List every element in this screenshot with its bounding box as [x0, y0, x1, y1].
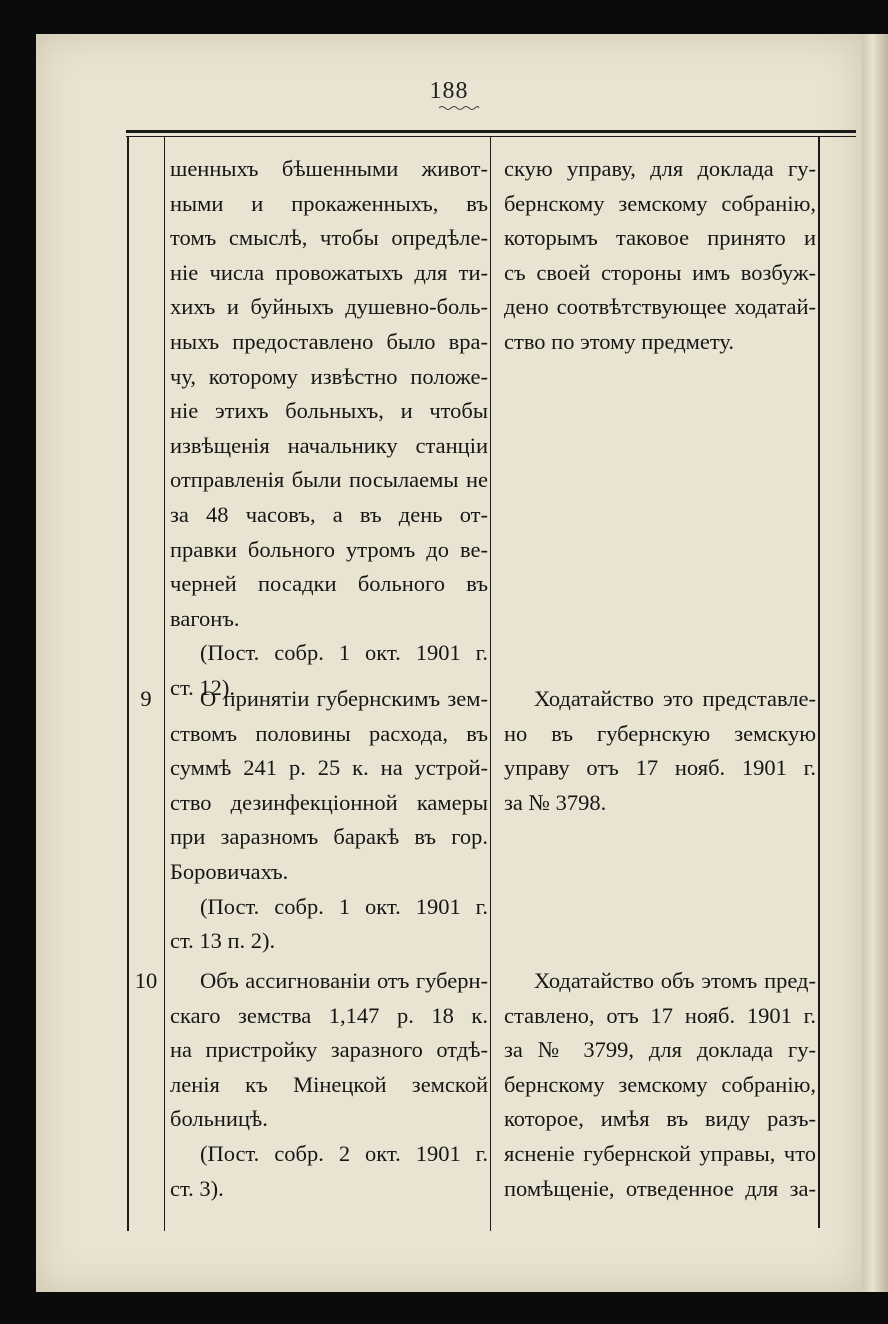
- entry-10-left-text: [170, 964, 488, 1206]
- citation-line: (Пост. собр. 1 окт. 1901 г.: [200, 893, 488, 919]
- text-line: ныхъ предоставлено было вра-: [170, 328, 488, 354]
- top-rule-thin: [126, 136, 856, 137]
- text-line: шенныхъ бѣшенными живот-: [170, 156, 488, 181]
- text-line: ніе этихъ больныхъ, и чтобы: [170, 398, 488, 424]
- ornament-flourish: [438, 104, 480, 112]
- text-line: хихъ и буйныхъ душевно-боль-: [170, 294, 488, 320]
- text-line: но въ губернскую земскую: [504, 720, 816, 746]
- text-line: ясненіе губернской управы, что: [504, 1140, 816, 1166]
- text-line: бернскому земскому собранію,: [504, 190, 816, 216]
- entry-9-left-text: [170, 682, 488, 959]
- text-line: за № 3798.: [504, 789, 607, 815]
- citation-line: (Пост. собр. 2 окт. 1901 г.: [200, 1140, 488, 1166]
- entry-9-right-text: [504, 682, 816, 820]
- entry-number: 9: [140, 686, 152, 711]
- entry-number: 10: [134, 968, 158, 993]
- text-line: О принятіи губернскимъ зем-: [200, 686, 488, 711]
- book-page: [36, 34, 862, 1292]
- text-line: на пристройку заразного отдѣ-: [170, 1037, 488, 1063]
- number-column-divider: [164, 136, 165, 1231]
- text-line: Ходатайство объ этомъ пред-: [534, 968, 816, 993]
- text-line: ство дезинфекціонной камеры: [170, 789, 488, 815]
- text-line: больницѣ.: [170, 1106, 268, 1132]
- text-line: за № 3799, для доклада гу-: [504, 1037, 816, 1063]
- text-line: Объ ассигнованіи отъ губерн-: [200, 968, 488, 993]
- page-edge: [862, 34, 888, 1292]
- text-line: ставлено, отъ 17 нояб. 1901 г.: [504, 1002, 816, 1028]
- text-line: ствомъ половины расхода, въ: [170, 720, 488, 746]
- table-border-left: [127, 136, 129, 1231]
- text-line: ными и прокаженныхъ, въ: [170, 190, 488, 216]
- text-line: вагонъ.: [170, 605, 240, 631]
- text-line: съ своей стороны имъ возбуж-: [504, 259, 816, 285]
- text-line: которымъ таковое принято и: [504, 225, 816, 251]
- text-line: ніе числа провожатыхъ для ти-: [170, 259, 488, 285]
- top-rule-thick: [126, 130, 856, 133]
- citation-line: ст. 3).: [170, 1175, 224, 1201]
- text-line: отправленія были посылаемы не: [170, 467, 488, 493]
- citation-line: (Пост. собр. 1 окт. 1901 г.: [200, 640, 488, 666]
- text-line: бернскому земскому собранію,: [504, 1071, 816, 1097]
- table-border-right: [818, 136, 820, 1228]
- citation-line: ст. 13 п. 2).: [170, 928, 276, 954]
- text-line: Ходатайство это представле-: [534, 686, 816, 711]
- middle-column-divider: [490, 136, 491, 1231]
- text-line: при заразномъ баракѣ въ гор.: [170, 824, 488, 850]
- entry-1-left-text: [170, 152, 488, 706]
- citation-line: ст. 12).: [170, 674, 235, 700]
- text-line: за 48 часовъ, а въ день от-: [170, 501, 488, 527]
- text-line: помѣщеніе, отведенное для за-: [504, 1175, 816, 1201]
- text-line: скаго земства 1,147 р. 18 к.: [170, 1002, 488, 1028]
- entry-1-right-text: [504, 152, 816, 360]
- entry-10-right-text: [504, 964, 816, 1206]
- text-line: ство по этому предмету.: [504, 328, 735, 354]
- page-number: 188: [429, 78, 469, 104]
- text-line: правки больного утромъ до ве-: [170, 536, 488, 562]
- text-line: суммѣ 241 р. 25 к. на устрой-: [170, 755, 488, 781]
- text-line: ленія къ Мінецкой земской: [170, 1071, 488, 1097]
- text-line: управу отъ 17 нояб. 1901 г.: [504, 755, 816, 781]
- text-line: дено соотвѣтствующее ходатай-: [504, 294, 816, 320]
- text-line: которое, имѣя въ виду разъ-: [504, 1106, 816, 1132]
- text-line: чу, которому извѣстно положе-: [170, 363, 488, 389]
- text-line: извѣщенія начальнику станціи: [170, 432, 488, 458]
- text-line: скую управу, для доклада гу-: [504, 156, 816, 181]
- text-line: Боровичахъ.: [170, 858, 289, 884]
- text-line: черней посадки больного въ: [170, 571, 488, 597]
- text-line: томъ смыслѣ, чтобы опредѣле-: [170, 225, 488, 251]
